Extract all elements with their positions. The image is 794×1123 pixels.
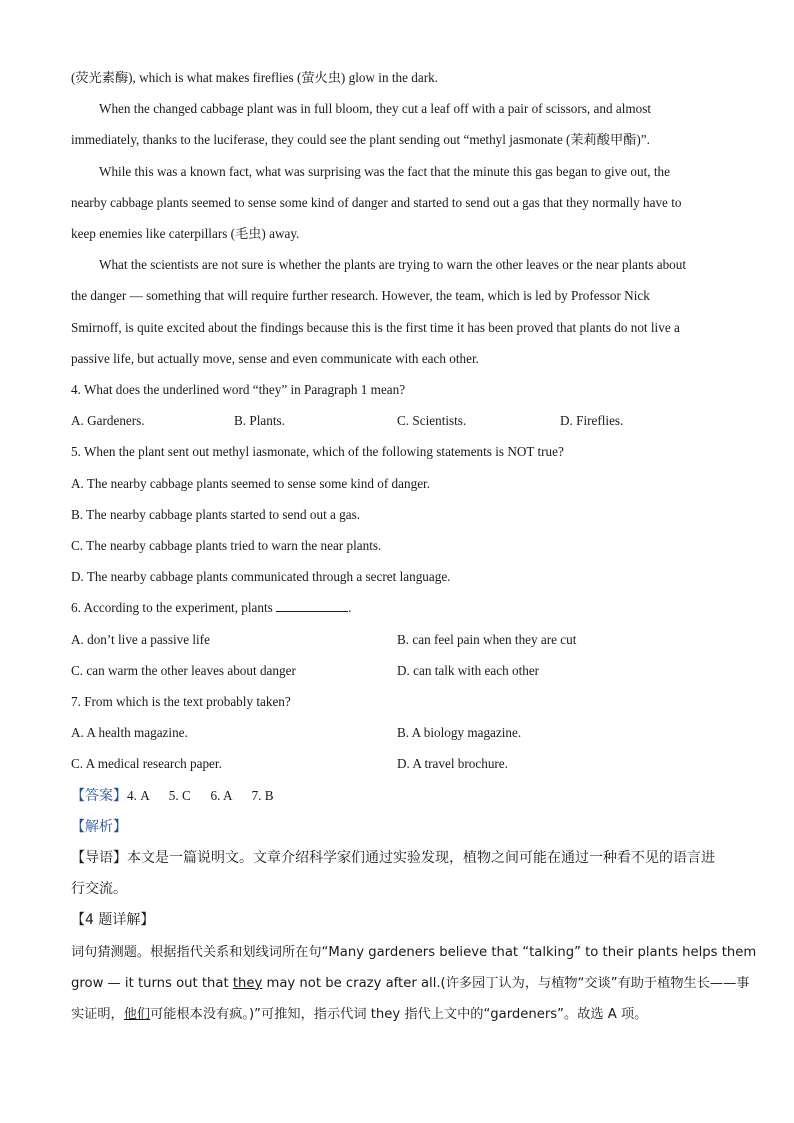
option-c: C. The nearby cabbage plants tried to warn the near plants. bbox=[71, 538, 382, 554]
question-stem: 4. What does the underlined word “they” in Paragraph 1 mean? bbox=[71, 382, 406, 398]
answer-values: 4. A 5. C 6. A 7. B bbox=[127, 787, 274, 803]
option-b: B. Plants. bbox=[234, 413, 285, 429]
passage-line: passive life, but actually move, sense and even communicate with each other. bbox=[71, 350, 479, 366]
intro-line bbox=[71, 843, 723, 874]
option-row bbox=[71, 624, 723, 655]
option-a: A. Gardeners. bbox=[71, 413, 145, 429]
question-stem bbox=[71, 592, 723, 623]
passage-line: When the changed cabbage plant was in full bloom, they cut a leaf off with a pair of scissors, and almost bbox=[99, 101, 652, 117]
option-d: D. Fireflies. bbox=[560, 413, 624, 429]
option-d: D. can talk with each other bbox=[397, 662, 540, 678]
option-d: D. The nearby cabbage plants communicated through a secret language. bbox=[71, 569, 451, 585]
option-row bbox=[71, 748, 723, 779]
q4-detail-text: 实证明， bbox=[71, 1007, 124, 1023]
intro-label: 【导语】 bbox=[71, 850, 127, 867]
option-b: B. A biology magazine. bbox=[397, 725, 522, 741]
option-row bbox=[71, 655, 723, 686]
q4-detail-label: 【4 题详解】 bbox=[71, 912, 155, 929]
q4-detail-text: may not be crazy after all.(许多园丁认为，与植物“交谈”有助于植物生长——事 bbox=[262, 975, 750, 991]
option-a: A. A health magazine. bbox=[71, 725, 188, 741]
option-b: B. can feel pain when they are cut bbox=[397, 631, 577, 647]
q4-detail-text: grow — it turns out that bbox=[71, 975, 233, 991]
q4-detail-line bbox=[71, 937, 757, 968]
q4-detail-line bbox=[71, 999, 723, 1030]
passage-line: While this was a known fact, what was surprising was the fact that the minute this gas began to give out, the bbox=[99, 163, 670, 179]
question-stem-end: . bbox=[348, 600, 352, 616]
question-stem: 7. From which is the text probably taken? bbox=[71, 694, 291, 710]
passage-line: (荧光素酶), which is what makes fireflies (萤火虫) glow in the dark. bbox=[71, 70, 438, 85]
intro-line: 行交流。 bbox=[71, 881, 127, 898]
option-c: C. Scientists. bbox=[397, 413, 467, 429]
question-stem-text: 6. According to the experiment, plants bbox=[71, 600, 273, 616]
underlined-word: they bbox=[232, 975, 263, 991]
option-c: C. A medical research paper. bbox=[71, 756, 222, 772]
underlined-word: 他们 bbox=[123, 1007, 151, 1023]
option-row bbox=[71, 405, 723, 436]
q4-detail-text: 可能根本没有疯。)”可推知，指示代词 they 指代上文中的“gardeners”。故选 A 项。 bbox=[150, 1007, 648, 1023]
option-a: A. don’t live a passive life bbox=[71, 631, 210, 647]
option-b: B. The nearby cabbage plants started to send out a gas. bbox=[71, 506, 361, 522]
q4-detail-text: 词句猜测题。根据指代关系和划线词所在句“Many gardeners believe that “talking” to their plants helps them bbox=[71, 944, 757, 960]
passage-line: immediately, thanks to the luciferase, they could see the plant sending out “methyl jasmonate (茉莉酸甲酯)”. bbox=[71, 132, 650, 148]
answer-label: 【答案】 bbox=[71, 787, 127, 804]
analysis-label: 【解析】 bbox=[71, 818, 127, 835]
passage-line: the danger — something that will require further research. However, the team, which is led by Professor Nick bbox=[71, 288, 650, 304]
answer-line bbox=[71, 780, 723, 812]
answer-blank bbox=[276, 599, 348, 612]
option-a: A. The nearby cabbage plants seemed to sense some kind of danger. bbox=[71, 475, 431, 491]
question-stem: 5. When the plant sent out methyl iasmonate, which of the following statements is NOT true? bbox=[71, 444, 564, 460]
document-page bbox=[71, 62, 757, 1030]
option-d: D. A travel brochure. bbox=[397, 756, 508, 772]
option-c: C. can warm the other leaves about danger bbox=[71, 662, 296, 678]
passage-line: Smirnoff, is quite excited about the findings because this is the first time it has been proved that plants do not live a bbox=[71, 319, 680, 335]
passage-line: What the scientists are not sure is whether the plants are trying to warn the other leaves or the near plants about bbox=[99, 257, 687, 273]
passage-line: nearby cabbage plants seemed to sense some kind of danger and started to send out a gas that they normally have to bbox=[71, 194, 682, 210]
passage-line: keep enemies like caterpillars (毛虫) away. bbox=[71, 226, 300, 242]
option-row bbox=[71, 717, 723, 748]
intro-text: 本文是一篇说明文。文章介绍科学家们通过实验发现，植物之间可能在通过一种看不见的语言进 bbox=[127, 850, 715, 867]
analysis-line bbox=[71, 812, 723, 843]
q4-detail-line bbox=[71, 968, 750, 999]
